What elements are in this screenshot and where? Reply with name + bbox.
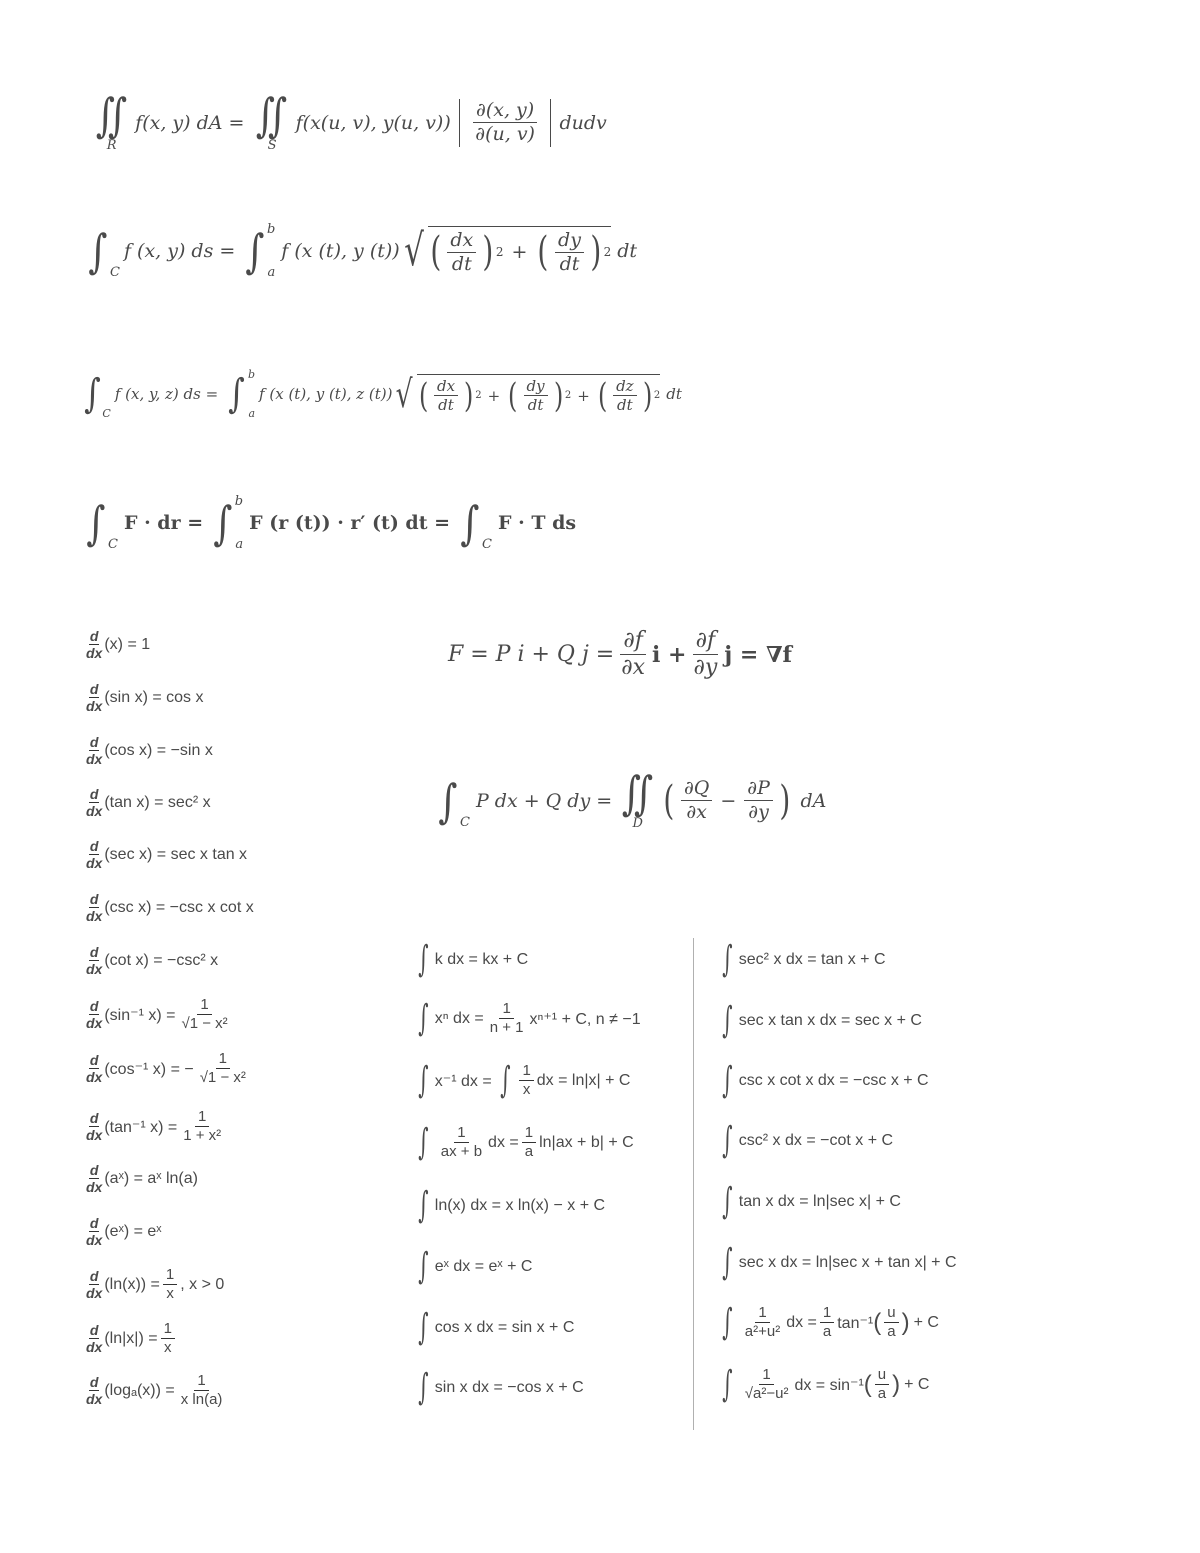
integral-rule	[718, 939, 886, 980]
rhs-fraction	[161, 1320, 175, 1357]
denominator: ∂y	[748, 801, 769, 823]
plus-sign: +	[577, 386, 590, 405]
double-integral-sign: ∬	[622, 766, 654, 820]
dy-dt-fraction	[524, 377, 548, 414]
rule-text: (aˣ) = aˣ ln(a)	[104, 1169, 198, 1187]
integral-sign: ∫	[84, 371, 101, 417]
radicand	[417, 374, 661, 414]
rule-text: xⁿ dx =	[434, 1009, 484, 1027]
right-paren: )	[901, 1308, 910, 1336]
dx-denominator: dx	[86, 1179, 103, 1196]
integral-rule	[718, 1301, 939, 1343]
d-dx-operator	[86, 891, 102, 924]
rhs-fraction	[178, 996, 230, 1033]
right-paren: )	[590, 229, 602, 276]
left-paren: (	[663, 777, 675, 824]
integral-sign: ∫	[722, 1363, 733, 1405]
plus-sign: +	[487, 386, 501, 405]
abs-bar-left	[459, 99, 461, 147]
integral-sign: ∫	[88, 223, 108, 278]
right-paren: )	[482, 229, 494, 276]
double-integral-sign: ∬	[95, 88, 128, 142]
d-numerator: d	[89, 1051, 99, 1068]
dy-dt-fraction	[555, 229, 584, 276]
d-numerator: d	[89, 891, 99, 907]
d-dx-operator	[86, 681, 102, 714]
derivative-rule	[86, 1266, 224, 1303]
constant: + C	[904, 1375, 930, 1393]
tangential-form: F · T ds	[498, 512, 577, 534]
d-dx-operator	[86, 734, 102, 767]
numerator: u	[875, 1366, 889, 1385]
rule-text: dx =	[786, 1313, 817, 1331]
rule-text: sec x tan x dx = sec x + C	[738, 1012, 922, 1029]
exponent: 2	[564, 390, 572, 401]
denominator: n + 1	[489, 1019, 524, 1036]
rule-text: sin x dx = −cos x + C	[434, 1379, 584, 1396]
rule-text: tan x dx = ln|sec x| + C	[738, 1193, 901, 1210]
differential: dudv	[559, 111, 607, 134]
rhs-fraction	[197, 1050, 249, 1087]
d-numerator: d	[89, 838, 99, 854]
integral-rule	[718, 1181, 901, 1222]
numerator: dy	[555, 229, 584, 253]
double-integral-s	[252, 88, 291, 153]
dx-denominator: dx	[86, 1127, 103, 1143]
numerator: dx	[434, 377, 458, 396]
derivative-rule	[86, 1108, 227, 1145]
denominator: dt	[451, 252, 472, 275]
sqrt-sign: √	[403, 224, 424, 276]
dx-denominator: dx	[86, 1285, 103, 1301]
dx-denominator: dx	[86, 1015, 103, 1031]
lhs-integrand: f (x, y, z) ds =	[114, 385, 219, 403]
double-integral-r	[92, 88, 131, 153]
lhs-integrand: f (x, y) ds =	[123, 239, 236, 262]
rule-text: cos x dx = sin x + C	[434, 1319, 575, 1336]
argument-fraction	[875, 1366, 889, 1403]
derivative-rule	[86, 1215, 162, 1248]
integral-sign: ∫	[418, 1246, 429, 1287]
rule-text: (ln|x|) =	[104, 1329, 158, 1347]
numerator: 1	[197, 996, 211, 1015]
left-paren: (	[873, 1308, 882, 1336]
denominator: a	[822, 1323, 832, 1340]
sqrt-sign: √	[396, 372, 414, 416]
coefficient-fraction	[522, 1124, 536, 1161]
numerator: 1	[163, 1266, 177, 1285]
d-numerator: d	[89, 786, 99, 802]
rule-text: (cot x) = −csc² x	[104, 951, 219, 969]
exponent: 2	[475, 390, 482, 401]
parametrization: f (x (t), y (t), z (t))	[259, 385, 393, 403]
numerator: 1	[519, 1062, 533, 1081]
denominator: ∂y	[693, 655, 718, 681]
numerator: ∂f	[620, 628, 646, 655]
derivative-rule	[86, 838, 247, 871]
upper-limit: b	[248, 368, 256, 381]
exponent: 2	[495, 245, 504, 260]
lower-limit: a	[267, 264, 276, 280]
arc-length-root	[400, 226, 611, 276]
left-paren: (	[430, 229, 442, 276]
derivative-rule	[86, 996, 234, 1033]
integrand-fraction	[438, 1124, 485, 1161]
rule-text: (eˣ) = eˣ	[104, 1222, 162, 1240]
arc-length-root	[392, 374, 660, 414]
numerator: 1	[195, 1108, 209, 1127]
integral-sign: ∫	[499, 1059, 511, 1101]
rule-result: xⁿ⁺¹ + C, n ≠ −1	[529, 1010, 641, 1028]
integral-sign: ∫	[418, 1121, 429, 1163]
integral-sign: ∫	[418, 1185, 429, 1226]
jacobian-denominator: ∂(u, v)	[475, 123, 535, 145]
d-numerator: d	[89, 1109, 99, 1126]
integral-sign: ∫	[722, 1060, 733, 1101]
rhs-fraction	[180, 1108, 224, 1145]
integrand-fraction	[742, 1366, 792, 1403]
line-integral-2d-formula	[86, 221, 638, 280]
left-paren: (	[863, 1370, 872, 1398]
numerator: 1	[755, 1304, 769, 1323]
numerator: ∂Q	[681, 777, 712, 801]
dx-denominator: dx	[86, 1391, 103, 1407]
rule-text: (cos x) = −sin x	[104, 741, 213, 759]
denominator: a	[877, 1385, 887, 1402]
dt: dt	[617, 239, 638, 262]
denominator: a²+u²	[744, 1323, 781, 1340]
integral-sign: ∫	[418, 1307, 429, 1348]
numerator: 1	[454, 1124, 468, 1143]
rule-result: ln|ax + b| + C	[539, 1133, 634, 1151]
region-s-label: S	[267, 138, 277, 153]
jacobian-fraction	[472, 99, 538, 146]
integral-rule	[718, 1060, 929, 1101]
d-numerator: d	[89, 681, 99, 697]
derivative-rule	[86, 1050, 252, 1087]
denominator: a	[524, 1143, 534, 1160]
rule-text: k dx = kx + C	[434, 951, 529, 968]
arctan-label: tan⁻¹	[837, 1314, 874, 1332]
work-integrand: F · dr =	[123, 512, 204, 534]
dx-denominator: dx	[86, 1339, 103, 1355]
integral-rule	[414, 1246, 533, 1287]
rhs-integrand: f(x(u, v), y(u, v))	[295, 111, 451, 134]
double-integral-d	[618, 766, 657, 831]
numerator: 1	[759, 1366, 773, 1385]
rule-text: dx =	[488, 1133, 519, 1151]
integral-rule	[414, 1059, 631, 1101]
df-dy-fraction	[690, 628, 720, 682]
curve-c-label: C	[102, 407, 111, 420]
jacobian-numerator: ∂(x, y)	[473, 99, 537, 123]
denominator: x	[522, 1081, 531, 1098]
right-paren: )	[553, 375, 563, 416]
d-numerator: d	[89, 997, 99, 1014]
numerator: ∂f	[693, 628, 719, 655]
coefficient-fraction	[820, 1304, 834, 1341]
dx-dt-fraction	[434, 377, 458, 414]
integral-sign: ∫	[722, 939, 733, 980]
upper-limit: b	[266, 221, 276, 237]
d-numerator: d	[89, 628, 99, 644]
dx-denominator: dx	[86, 1232, 103, 1249]
region-d-label: D	[632, 816, 643, 831]
d-dx-operator	[86, 1215, 102, 1248]
dt: dt	[666, 385, 682, 403]
column-divider	[693, 938, 694, 1430]
denominator: dt	[559, 252, 580, 275]
rule-text: (sin⁻¹ x) =	[104, 1006, 176, 1024]
left-paren: (	[418, 375, 428, 416]
derivative-rule	[86, 944, 218, 977]
integral-sign: ∫	[418, 939, 429, 980]
upper-limit: b	[234, 494, 244, 509]
numerator: 1	[522, 1124, 536, 1143]
d-numerator: d	[89, 944, 99, 960]
lhs-integrand: f(x, y) dA =	[135, 111, 245, 134]
circulation-integrand: P dx + Q dy =	[475, 789, 613, 812]
denominator: dt	[438, 396, 454, 414]
denominator: ∂x	[621, 655, 646, 681]
integral-sign: ∫	[722, 1120, 733, 1161]
field-definition: F = P i + Q j =	[448, 642, 615, 668]
minus-sign: −	[720, 789, 737, 812]
denominator: ∂x	[686, 801, 707, 823]
integrand-fraction	[742, 1304, 783, 1341]
rule-text: eˣ dx = eˣ + C	[434, 1258, 533, 1275]
denominator: ax + b	[440, 1143, 483, 1160]
d-dx-operator	[86, 786, 102, 819]
integral-sign: ∫	[228, 371, 245, 417]
curve-c-label: C	[108, 537, 118, 552]
domain-condition: , x > 0	[180, 1275, 225, 1293]
dx-denominator: dx	[86, 751, 103, 768]
integral-sign: ∫	[722, 1242, 733, 1283]
exponent: 2	[653, 390, 661, 401]
derivative-rule	[86, 734, 213, 767]
abs-bar-right	[550, 99, 552, 147]
rule-text: (logₐ(x)) =	[104, 1381, 175, 1399]
d-dx-operator	[86, 1162, 102, 1195]
numerator: 1	[161, 1320, 175, 1339]
constant: + C	[913, 1313, 939, 1331]
double-integral-sign: ∬	[256, 88, 288, 142]
denominator: x ln(a)	[180, 1391, 223, 1408]
right-paren: )	[642, 375, 652, 416]
dp-dy-fraction	[744, 777, 773, 824]
integral-rule	[718, 1242, 957, 1283]
integral-rule	[718, 1363, 930, 1405]
right-paren: )	[892, 1370, 901, 1398]
rule-text: (ln(x)) =	[104, 1275, 160, 1293]
greens-theorem-formula	[436, 766, 827, 831]
numerator: 1	[499, 1000, 513, 1019]
rule-text: (tan x) = sec² x	[104, 793, 211, 811]
numerator: ∂P	[744, 777, 773, 801]
rule-text: (x) = 1	[104, 635, 151, 653]
dx-denominator: dx	[86, 645, 103, 662]
integral-sign: ∫	[86, 496, 106, 550]
rule-text: (cos⁻¹ x) = −	[104, 1060, 194, 1078]
curve-c-label: C	[460, 814, 470, 830]
parametrization: f (x (t), y (t))	[281, 239, 400, 262]
change-of-variables-formula	[92, 88, 607, 153]
numerator: u	[884, 1304, 898, 1323]
d-numerator: d	[89, 734, 99, 750]
derivative-rule	[86, 1320, 178, 1357]
numerator: 1	[820, 1304, 834, 1323]
derivative-rule	[86, 891, 254, 924]
integral-sign: ∫	[245, 223, 265, 278]
d-dx-operator	[86, 944, 102, 977]
curve-c-label: C	[482, 537, 492, 552]
rule-text: (tan⁻¹ x) =	[104, 1118, 178, 1136]
rule-text: csc x cot x dx = −csc x + C	[738, 1072, 929, 1089]
d-numerator: d	[89, 1267, 99, 1284]
dx-denominator: dx	[86, 698, 103, 715]
rule-text: (sin x) = cos x	[104, 688, 204, 706]
integral-rule	[414, 1121, 634, 1163]
parametric-form: F (r (t)) · r′ (t) dt =	[249, 512, 451, 534]
reciprocal-fraction	[519, 1062, 533, 1099]
numerator: dx	[447, 229, 476, 253]
integral-sign: ∫	[418, 1367, 429, 1408]
exponent: 2	[603, 245, 612, 260]
integral-sign: ∫	[722, 1301, 733, 1343]
d-numerator: d	[89, 1321, 99, 1338]
df-dx-fraction	[618, 628, 648, 682]
d-dx-operator	[86, 1268, 102, 1301]
rule-text: ln(x) dx = x ln(x) − x + C	[434, 1197, 606, 1214]
rule-text: csc² x dx = −cot x + C	[738, 1132, 894, 1149]
vector-line-integral-formula	[84, 494, 577, 552]
curve-c-label: C	[110, 264, 120, 280]
line-integral-3d-formula	[82, 368, 682, 420]
derivative-rule	[86, 786, 211, 819]
dx-dt-fraction	[447, 229, 476, 276]
dx-denominator: dx	[86, 803, 103, 820]
d-dx-operator	[86, 1052, 102, 1085]
numerator: dy	[524, 377, 548, 396]
left-paren: (	[537, 229, 549, 276]
dx-denominator: dx	[86, 961, 103, 978]
gradient-rhs: j = ∇f	[724, 641, 793, 668]
dz-dt-fraction	[613, 377, 637, 414]
integral-rule	[414, 1307, 575, 1348]
derivative-rule	[86, 681, 203, 714]
integral-rule	[718, 1000, 922, 1041]
denominator: √1 − x²	[199, 1069, 246, 1086]
integral-sign: ∫	[722, 1181, 733, 1222]
left-paren: (	[597, 375, 608, 416]
rhs-fraction	[163, 1266, 177, 1303]
integral-sign: ∫	[722, 1000, 733, 1041]
d-dx-operator	[86, 1110, 102, 1143]
left-paren: (	[508, 375, 518, 416]
denominator: dt	[617, 396, 633, 414]
integral-sign: ∫	[438, 773, 458, 828]
rule-text: (csc x) = −csc x cot x	[104, 898, 254, 916]
denominator: √a²−u²	[744, 1385, 789, 1402]
integral-rule	[414, 997, 641, 1039]
derivative-rule	[86, 1162, 198, 1195]
lower-limit: a	[248, 407, 256, 420]
denominator: x	[166, 1285, 174, 1302]
numerator: 1	[216, 1050, 230, 1069]
rhs-fraction	[178, 1372, 226, 1409]
right-paren: )	[464, 375, 474, 416]
region-r-label: R	[106, 138, 117, 153]
coefficient-fraction	[487, 1000, 527, 1037]
radicand	[428, 226, 611, 276]
dq-dx-fraction	[681, 777, 712, 824]
derivative-rule	[86, 1372, 228, 1409]
integral-rule	[414, 939, 529, 980]
dx-denominator: dx	[86, 1069, 103, 1085]
dx-denominator: dx	[86, 855, 103, 872]
rule-text: sec² x dx = tan x + C	[738, 951, 886, 968]
integral-rule	[718, 1120, 894, 1161]
i-term: i +	[652, 641, 687, 668]
plus-sign: +	[511, 241, 528, 264]
denominator: a	[887, 1323, 896, 1340]
d-dx-operator	[86, 838, 102, 871]
integral-sign: ∫	[460, 496, 480, 550]
d-numerator: d	[89, 1162, 99, 1178]
d-dx-operator	[86, 628, 102, 661]
denominator: dt	[527, 396, 544, 414]
denominator: √1 − x²	[181, 1015, 228, 1032]
integral-sign: ∫	[418, 997, 429, 1039]
integral-rule	[414, 1185, 606, 1226]
denominator: 1 + x²	[183, 1127, 222, 1144]
argument-fraction	[884, 1304, 898, 1341]
gradient-field-formula	[448, 628, 792, 682]
rule-text: x⁻¹ dx =	[434, 1072, 492, 1090]
d-dx-operator	[86, 1322, 102, 1355]
rule-text: (sec x) = sec x tan x	[104, 845, 248, 863]
d-dx-operator	[86, 1374, 102, 1407]
d-numerator: d	[89, 1373, 99, 1390]
right-paren: )	[779, 777, 791, 824]
denominator: x	[163, 1339, 172, 1356]
derivative-rule	[86, 628, 150, 661]
area-element: dA	[800, 789, 827, 812]
integral-rule	[414, 1367, 584, 1408]
d-numerator: d	[89, 1215, 99, 1231]
rule-result: dx = ln|x| + C	[536, 1071, 631, 1089]
lower-limit: a	[235, 537, 244, 552]
integral-sign: ∫	[213, 496, 233, 550]
d-dx-operator	[86, 998, 102, 1031]
numerator: dz	[613, 377, 637, 396]
dx-denominator: dx	[86, 908, 103, 925]
rule-text: dx = sin⁻¹	[794, 1376, 864, 1394]
rule-text: sec x dx = ln|sec x + tan x| + C	[738, 1254, 957, 1271]
numerator: 1	[194, 1372, 208, 1391]
integral-sign: ∫	[418, 1059, 429, 1101]
